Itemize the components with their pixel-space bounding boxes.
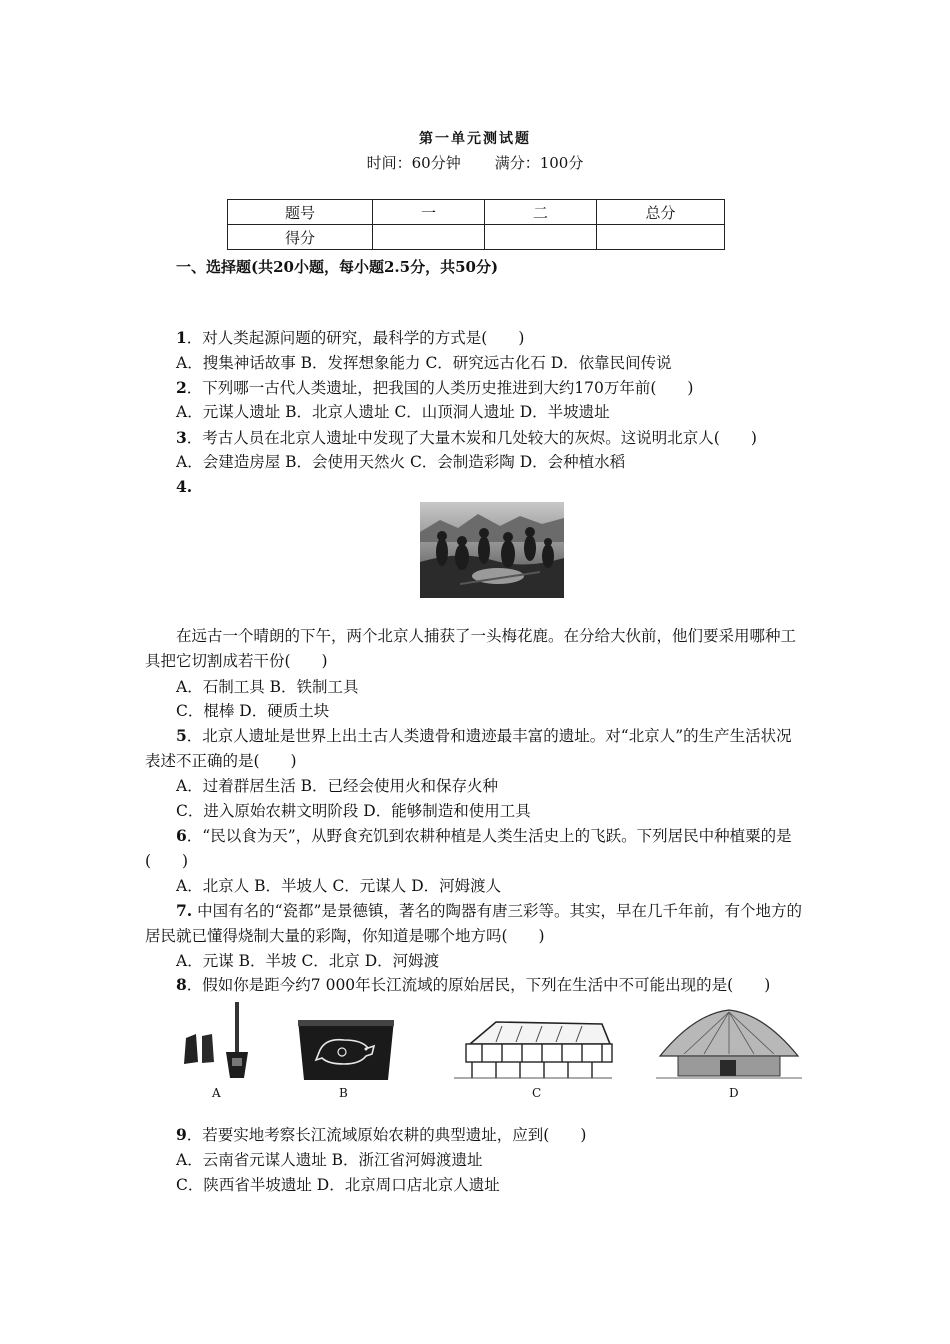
question-stem: ．北京人遗址是世界上出土古人类遗骨和遗迹最丰富的遗址。对“北京人”的生产生活状况表述不正确的是( ) [145,727,792,770]
score-table-cell: 题号 [228,200,373,225]
question-options: C．陕西省半坡遗址 D．北京周口店北京人遗址 [176,1176,500,1194]
question-options: A．过着群居生活 B．已经会使用火和保存火种 [176,777,499,795]
exam-info [0,152,950,173]
option-label: B [339,1086,348,1100]
option-label: A [212,1086,221,1100]
question-number: 6 [176,826,187,845]
question-stem: ．对人类起源问题的研究，最科学的方式是( ) [186,329,525,347]
question-options: C．进入原始农耕文明阶段 D．能够制造和使用工具 [176,802,531,820]
question-options: A．云南省元谋人遗址 B．浙江省河姆渡遗址 [176,1151,483,1169]
question-number: 8 [176,975,187,994]
question-4-stem: 在远古一个晴朗的下午，两个北京人捕获了一头梅花鹿。在分给大伙前，他们要采用哪种工具把它切割成若干份( ) [145,627,797,670]
thatched-hut-image [654,1006,804,1084]
score-table-cell: 得分 [228,225,373,250]
question-3 [176,426,757,450]
score-input-cell[interactable] [597,225,725,250]
question-stem: ．下列哪一古代人类遗址，把我国的人类历史推进到大约170万年前( ) [186,379,694,397]
question-number: 7. [176,901,193,920]
question-options: A．元谋人遗址 B．北京人遗址 C．山顶洞人遗址 D．半坡遗址 [176,403,610,421]
question-stem: ．假如你是距今约7 000年长江流域的原始居民，下列在生活中不可能出现的是( ) [186,976,771,994]
question-number: 5 [176,726,187,745]
question-4 [176,475,192,499]
question-number: 3 [176,428,187,447]
score-table-cell: 总分 [597,200,725,225]
question-number: 9 [176,1125,187,1144]
exam-time: 时间：60分钟 [366,154,461,172]
question-options: A．会建造房屋 B．会使用天然火 C．会制造彩陶 D．会种植水稻 [176,453,626,471]
question-stem: 中国有名的“瓷都”是景德镇，著名的陶器有唐三彩等。其实，早在几千年前，有个地方的居民就已懂得烧制大量的彩陶，你知道是哪个地方吗( ) [145,902,802,945]
section-heading: 一、选择题(共20小题，每小题2.5分，共50分) [176,258,499,276]
score-table [227,199,725,250]
question-7 [145,898,807,949]
question-number: 1 [176,328,187,347]
score-table-cell: 二 [485,200,597,225]
question-options: A．北京人 B．半坡人 C．元谋人 D．河姆渡人 [176,877,502,895]
question-8 [176,973,770,997]
question-options: A．石制工具 B．铁制工具 [176,678,359,696]
question-5 [145,723,807,774]
stilt-house-image [452,1016,614,1082]
question-9 [176,1123,586,1147]
option-label: C [532,1086,542,1100]
question-2 [176,376,693,400]
score-input-cell[interactable] [373,225,485,250]
question-6 [145,823,807,874]
score-table-cell: 一 [373,200,485,225]
pig-pattern-pottery-image [296,1016,396,1084]
question-options: A．搜集神话故事 B．发挥想象能力 C．研究远古化石 D．依靠民间传说 [176,354,672,372]
question-number: 4. [176,477,193,496]
bone-tools-image [180,1000,250,1082]
question-stem: ．考古人员在北京人遗址中发现了大量木炭和几处较大的灰烬。这说明北京人( ) [186,429,757,447]
page-title: 第一单元测试题 [419,131,531,147]
peking-man-hunting-illustration [420,502,564,598]
option-label: D [729,1086,739,1100]
question-stem: ．若要实地考察长江流域原始农耕的典型遗址，应到( ) [186,1126,587,1144]
exam-score: 满分：100分 [494,154,584,172]
question-options: C．棍棒 D．硬质土块 [176,702,330,720]
question-number: 2 [176,378,187,397]
question-stem: ．“民以食为天”，从野食充饥到农耕种植是人类生活史上的飞跃。下列居民中种植粟的是( ) [145,827,792,870]
question-1 [176,326,524,350]
question-options: A．元谋 B．半坡 C．北京 D．河姆渡 [176,952,440,970]
score-input-cell[interactable] [485,225,597,250]
